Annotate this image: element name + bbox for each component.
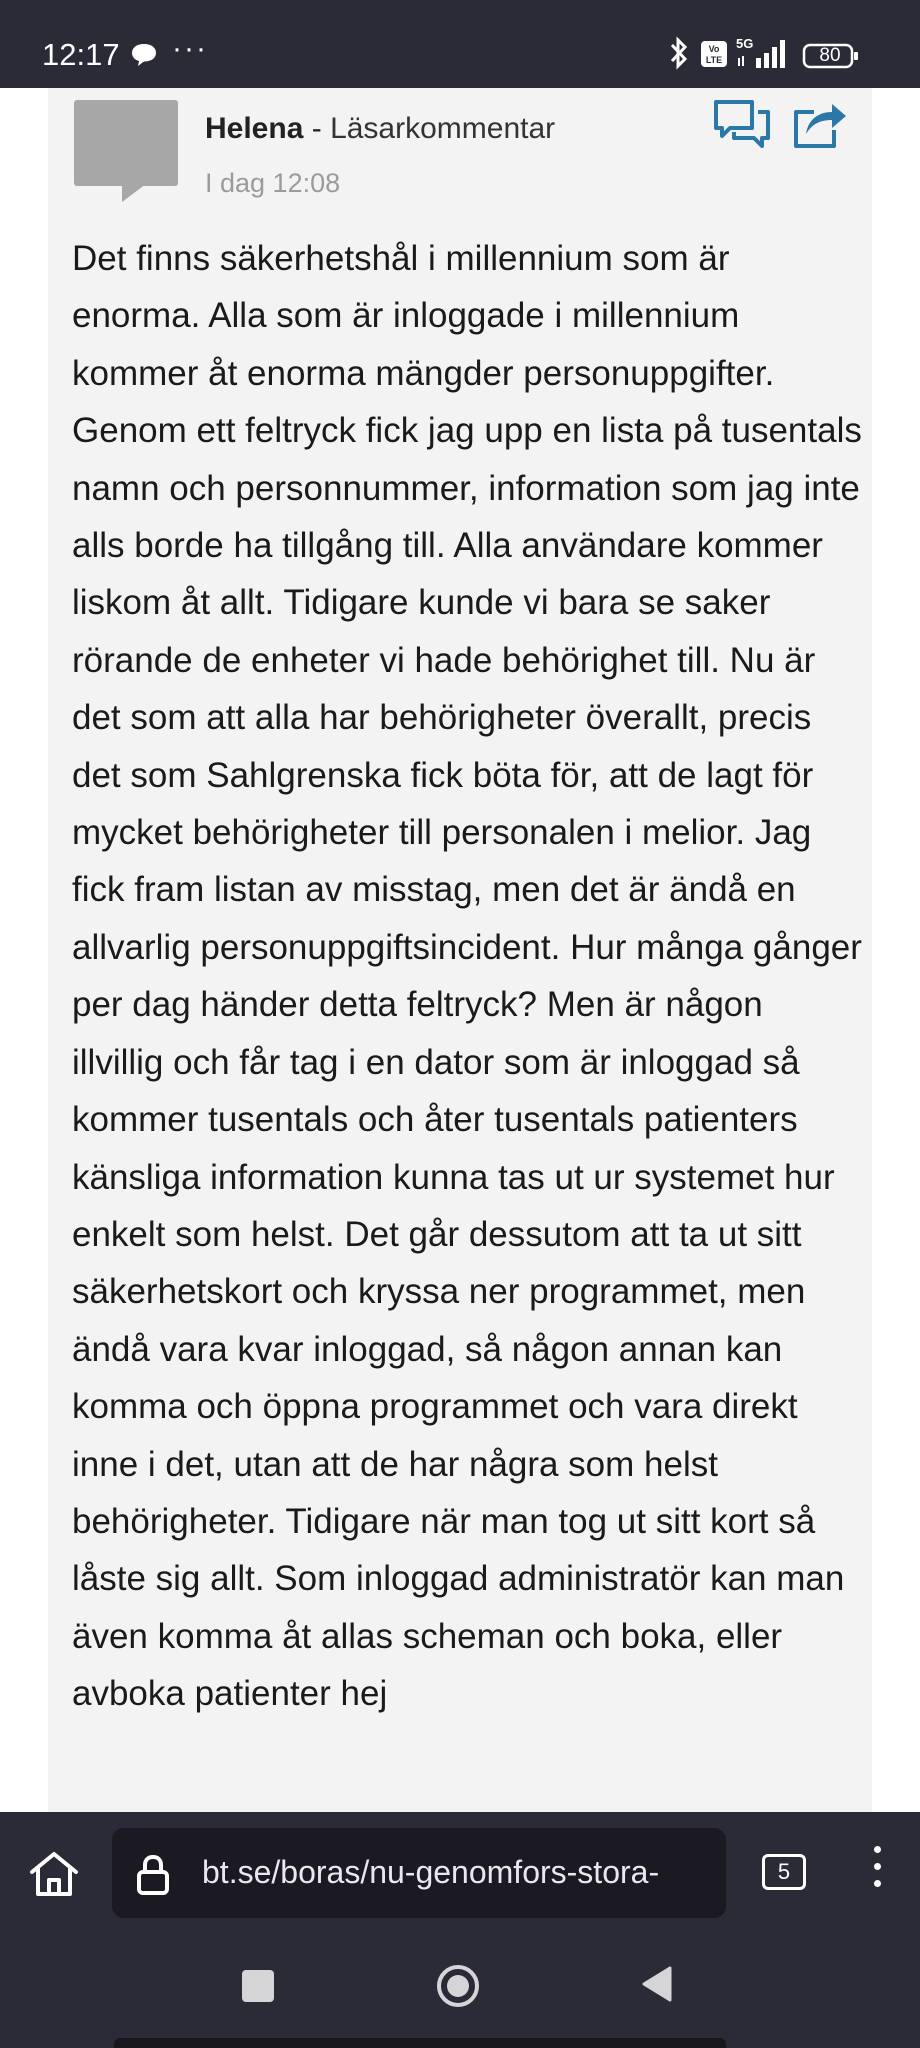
chat-notification-icon (130, 42, 158, 68)
comment-role: Läsarkommentar (330, 112, 556, 145)
comment-timestamp: I dag 12:08 (205, 168, 341, 198)
overflow-menu-icon[interactable] (872, 1846, 882, 1898)
page-content (0, 88, 920, 1812)
reply-comments-icon[interactable] (712, 98, 772, 154)
gesture-bar (114, 2038, 726, 2048)
system-navigation-bar (0, 1940, 920, 2048)
author-separator: - (303, 112, 331, 145)
url-text[interactable]: bt.se/boras/nu-genomfors-stora- (202, 1854, 660, 1890)
avatar-tail (122, 184, 146, 202)
lock-icon[interactable] (136, 1854, 170, 1896)
svg-text:5G: 5G (736, 36, 754, 51)
comment-author[interactable]: Helena (205, 112, 304, 145)
url-fade (686, 1828, 726, 1918)
tab-switcher-button[interactable]: 5 (762, 1854, 806, 1890)
status-bar (0, 0, 920, 88)
more-notifications-icon: ··· (172, 32, 208, 65)
volte-icon (700, 40, 728, 68)
bluetooth-icon (668, 36, 690, 70)
back-button[interactable] (640, 1964, 674, 2004)
signal-strength-icon (736, 36, 792, 70)
svg-text:Vo: Vo (708, 44, 720, 54)
address-bar[interactable] (112, 1828, 726, 1918)
comment-author-line (205, 110, 555, 148)
browser-toolbar (0, 1812, 920, 1940)
status-time: 12:17 (42, 37, 120, 72)
recent-apps-button[interactable] (242, 1970, 274, 2002)
home-icon[interactable] (28, 1850, 80, 1898)
svg-text:LTE: LTE (705, 55, 723, 65)
avatar (74, 100, 178, 186)
share-icon[interactable] (792, 98, 848, 150)
battery-level: 80 (819, 45, 841, 66)
home-button[interactable] (434, 1962, 482, 2010)
comment-body: Det finns säkerhetshål i millennium som är enorma. Alla som är inloggade i millennium kommer åt enorma mängder personuppgifter. Genom ett feltryck fick jag upp en lista på tusentals namn och personnummer, information som jag inte alls borde ha tillgång till. Alla användare kommer liskom åt allt. Tidigare kunde vi bara se saker rörande de enheter vi hade behörighet till. Nu är det som att alla har behörigheter överallt, precis det som Sahlgrenska fick böta för, att de lagt för mycket behörigheter till personalen i melior. Jag fick fram listan av misstag, men det är ändå en allvarlig personuppgiftsincident. Hur många gånger per dag händer detta feltryck? Men är någon illvillig och får tag i en dator som är inloggad så kommer tusentals och åter tusentals patienters känsliga information kunna tas ut ur systemet hur enkelt som helst. Det går dessutom att ta ut sitt säkerhetskort och kryssa ner programmet, men ändå vara kvar inloggad, så någon annan kan komma och öppna programmet och vara direkt inne i det, utan att de har några som helst behörigheter. Tidigare när man tog ut sitt kort så låste sig allt. Som inloggad administratör kan man även komma åt allas scheman och boka, eller avboka patienter hej (72, 239, 862, 1714)
